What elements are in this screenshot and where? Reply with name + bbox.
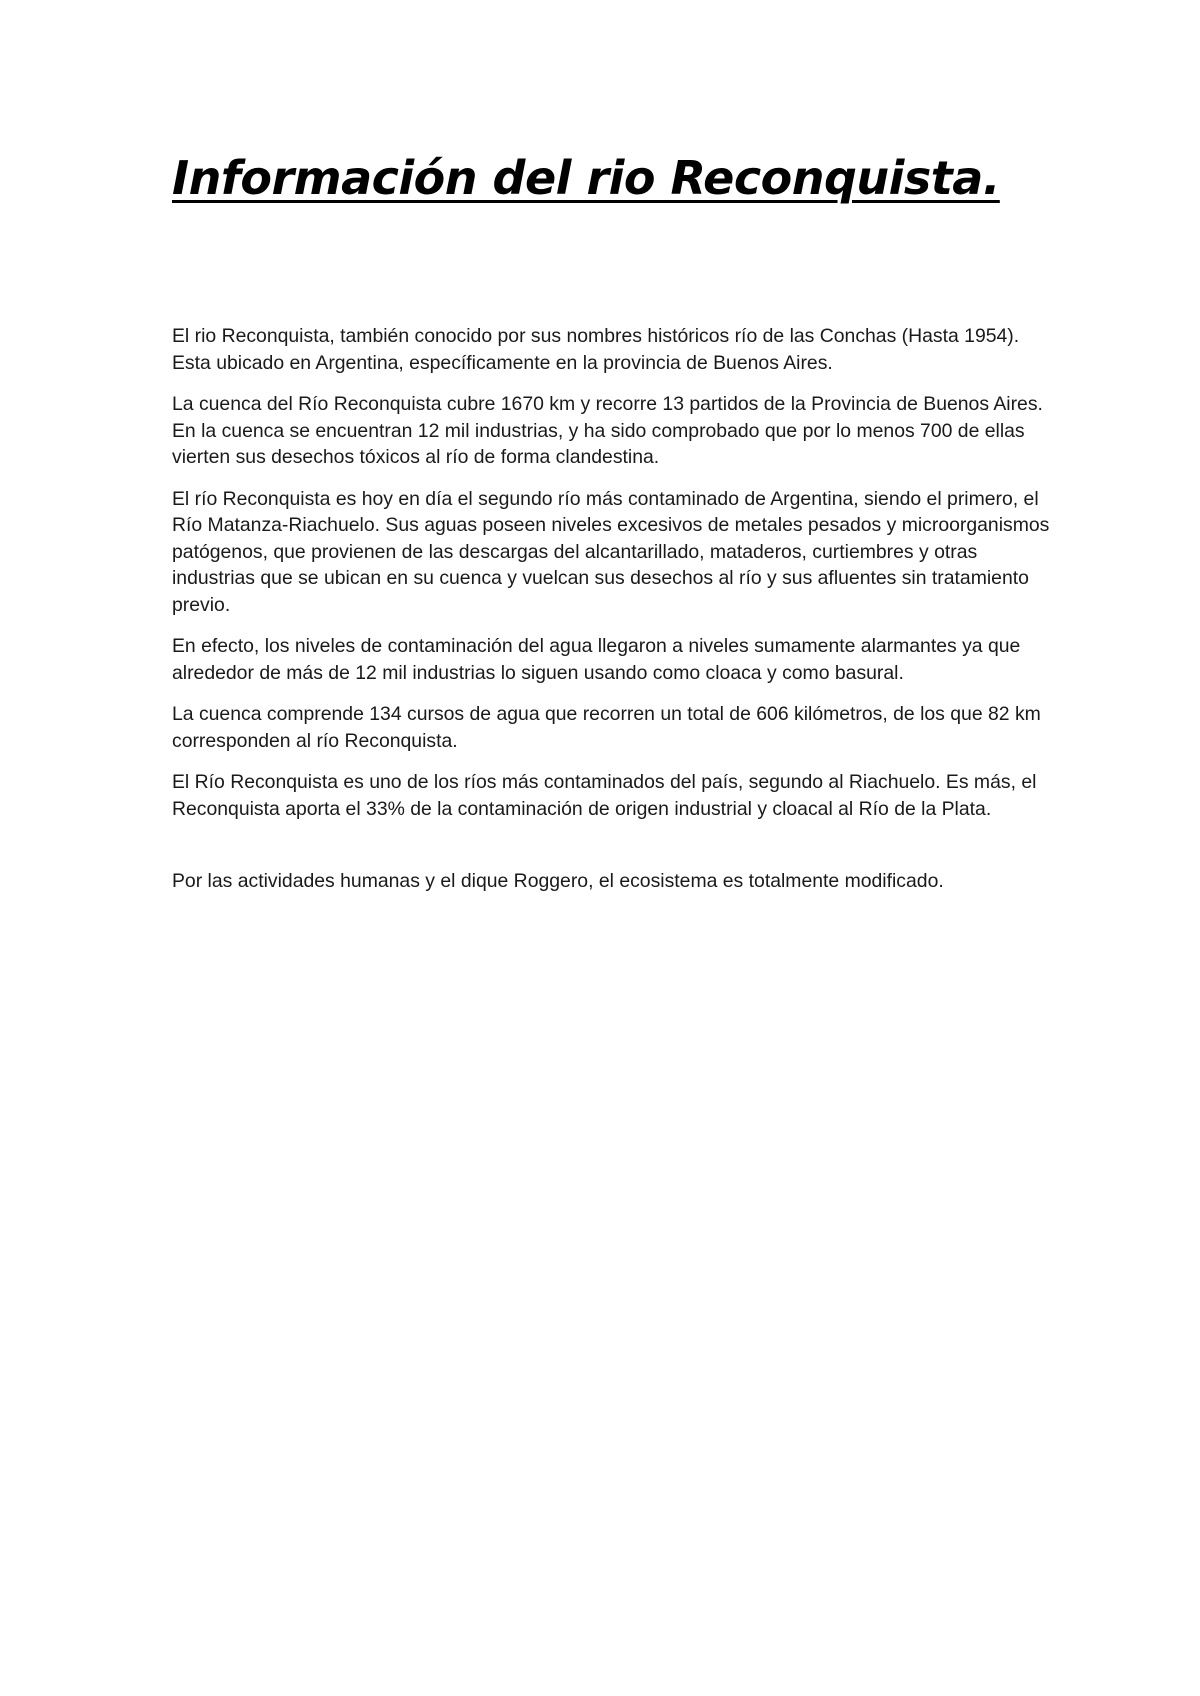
paragraph-basin: La cuenca del Río Reconquista cubre 1670 km y recorre 13 partidos de la Provincia de Buenos Aires. En la cuenca se encuentran 12 mil industrias, y ha sido comprobado que por lo menos 700 de ellas vierten sus desechos tóxicos al río de forma clandestina. <box>172 393 1043 468</box>
paragraph-watercourses: La cuenca comprende 134 cursos de agua que recorren un total de 606 kilómetros, de los que 82 km corresponden al río Reconquista. <box>172 703 1041 752</box>
paragraph-contamination-levels: En efecto, los niveles de contaminación del agua llegaron a niveles sumamente alarmantes ya que alrededor de más de 12 mil industrias lo siguen usando como cloaca y como basural. <box>172 635 1021 684</box>
document-title: Información del rio Reconquista. <box>172 151 1000 205</box>
paragraph-contribution: El Río Reconquista es uno de los ríos más contaminados del país, segundo al Riachuelo. Es más, el Reconquista aporta el 33% de la contaminación de origen industrial y cloacal al Río de la Plata. <box>172 771 1037 820</box>
paragraph-pollution: El río Reconquista es hoy en día el segundo río más contaminado de Argentina, siendo el primero, el Río Matanza-Riachuelo. Sus aguas poseen niveles excesivos de metales pesados y microorganismos patógenos, que provienen de las descargas del alcantarillado, mataderos, curtiembres y otras industrias que se ubican en su cuenca y vuelcan sus desechos al río y sus afluentes sin tratamiento previo. <box>172 487 1050 616</box>
paragraph-origin: El rio Reconquista, también conocido por sus nombres históricos río de las Conchas (Hasta 1954). Esta ubicado en Argentina, específicamente en la provincia de Buenos Aires. <box>172 325 1020 374</box>
paragraph-ecosystem: Por las actividades humanas y el dique Roggero, el ecosistema es totalmente modificado. <box>172 870 944 892</box>
document-body <box>172 323 1052 910</box>
